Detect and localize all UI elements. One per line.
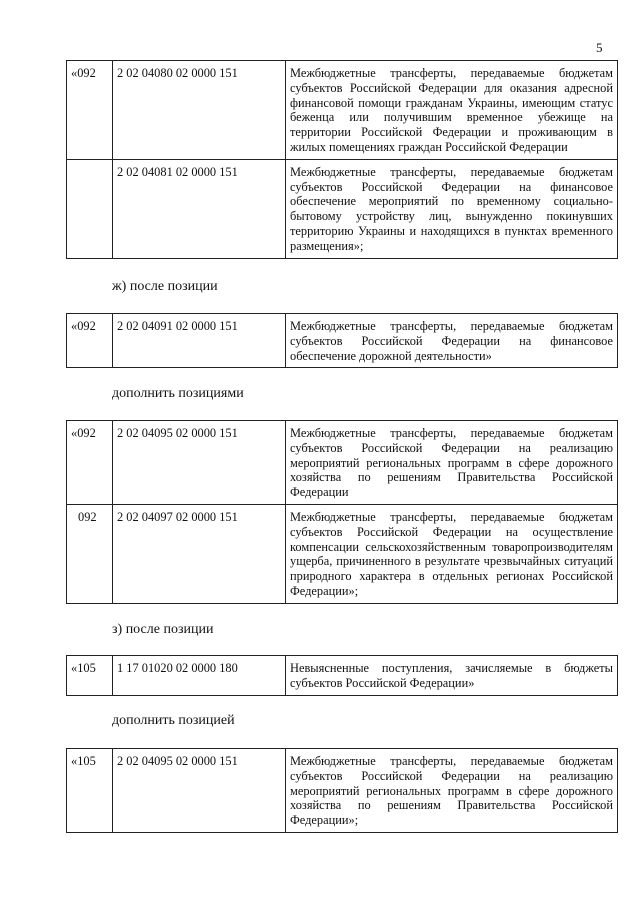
budget-code-cell: 1 17 01020 02 0000 180 — [113, 656, 286, 696]
table-row — [67, 749, 618, 833]
admin-code-cell: «105 — [67, 749, 113, 833]
admin-code-cell — [67, 159, 113, 258]
budget-code-cell: 2 02 04097 02 0000 151 — [113, 504, 286, 603]
description-cell: Межбюджетные трансферты, передаваемые бюджетам субъектов Российской Федерации на осуществление компенсации сельскохозяйственным товаропроизводителям ущерба, причиненного в результате чрезвычайных ситуаций природного характера в отдельных регионах Российской Федерации»; — [286, 504, 618, 603]
classification-table-1 — [66, 60, 618, 259]
classification-table-3 — [66, 420, 618, 604]
table-row — [67, 314, 618, 368]
table-row — [67, 61, 618, 160]
budget-code-cell: 2 02 04095 02 0000 151 — [113, 749, 286, 833]
instruction-after-position-zh: ж) после позиции — [112, 279, 218, 294]
description-cell: Межбюджетные трансферты, передаваемые бюджетам субъектов Российской Федерации на финансовое обеспечение мероприятий по временному социально-бытовому устройству лиц, вынужденно покинувших территорию Украины и находящихся в пунктах временного размещения»; — [286, 159, 618, 258]
budget-code-cell: 2 02 04080 02 0000 151 — [113, 61, 286, 160]
table-row — [67, 656, 618, 696]
instruction-add-positions: дополнить позициями — [112, 386, 244, 401]
admin-code-cell: «105 — [67, 656, 113, 696]
description-cell: Межбюджетные трансферты, передаваемые бюджетам субъектов Российской Федерации на финансовое обеспечение дорожной деятельности» — [286, 314, 618, 368]
instruction-add-position: дополнить позицией — [112, 713, 235, 728]
classification-table-2 — [66, 313, 618, 368]
instruction-after-position-z: з) после позиции — [112, 622, 214, 637]
table-row — [67, 421, 618, 505]
admin-code-cell: «092 — [67, 61, 113, 160]
budget-code-cell: 2 02 04091 02 0000 151 — [113, 314, 286, 368]
classification-table-5 — [66, 748, 618, 833]
budget-code-cell: 2 02 04081 02 0000 151 — [113, 159, 286, 258]
classification-table-4 — [66, 655, 618, 696]
admin-code-cell: «092 — [67, 314, 113, 368]
page-number: 5 — [596, 40, 603, 55]
description-cell: Межбюджетные трансферты, передаваемые бюджетам субъектов Российской Федерации на реализацию мероприятий региональных программ в сфере дорожного хозяйства по решениям Правительства Российской Федерации — [286, 421, 618, 505]
description-cell: Межбюджетные трансферты, передаваемые бюджетам субъектов Российской Федерации для оказания адресной финансовой помощи гражданам Украины, имеющим статус беженца или получившим временное убежище на территории Российской Федерации и проживающим в жилых помещениях граждан Российской Федерации — [286, 61, 618, 160]
table-row — [67, 159, 618, 258]
description-cell: Межбюджетные трансферты, передаваемые бюджетам субъектов Российской Федерации на реализацию мероприятий региональных программ в сфере дорожного хозяйства по решениям Правительства Российской Федерации»; — [286, 749, 618, 833]
description-cell: Невыясненные поступления, зачисляемые в бюджеты субъектов Российской Федерации» — [286, 656, 618, 696]
admin-code-cell: 092 — [67, 504, 113, 603]
budget-code-cell: 2 02 04095 02 0000 151 — [113, 421, 286, 505]
admin-code-cell: «092 — [67, 421, 113, 505]
table-row — [67, 504, 618, 603]
